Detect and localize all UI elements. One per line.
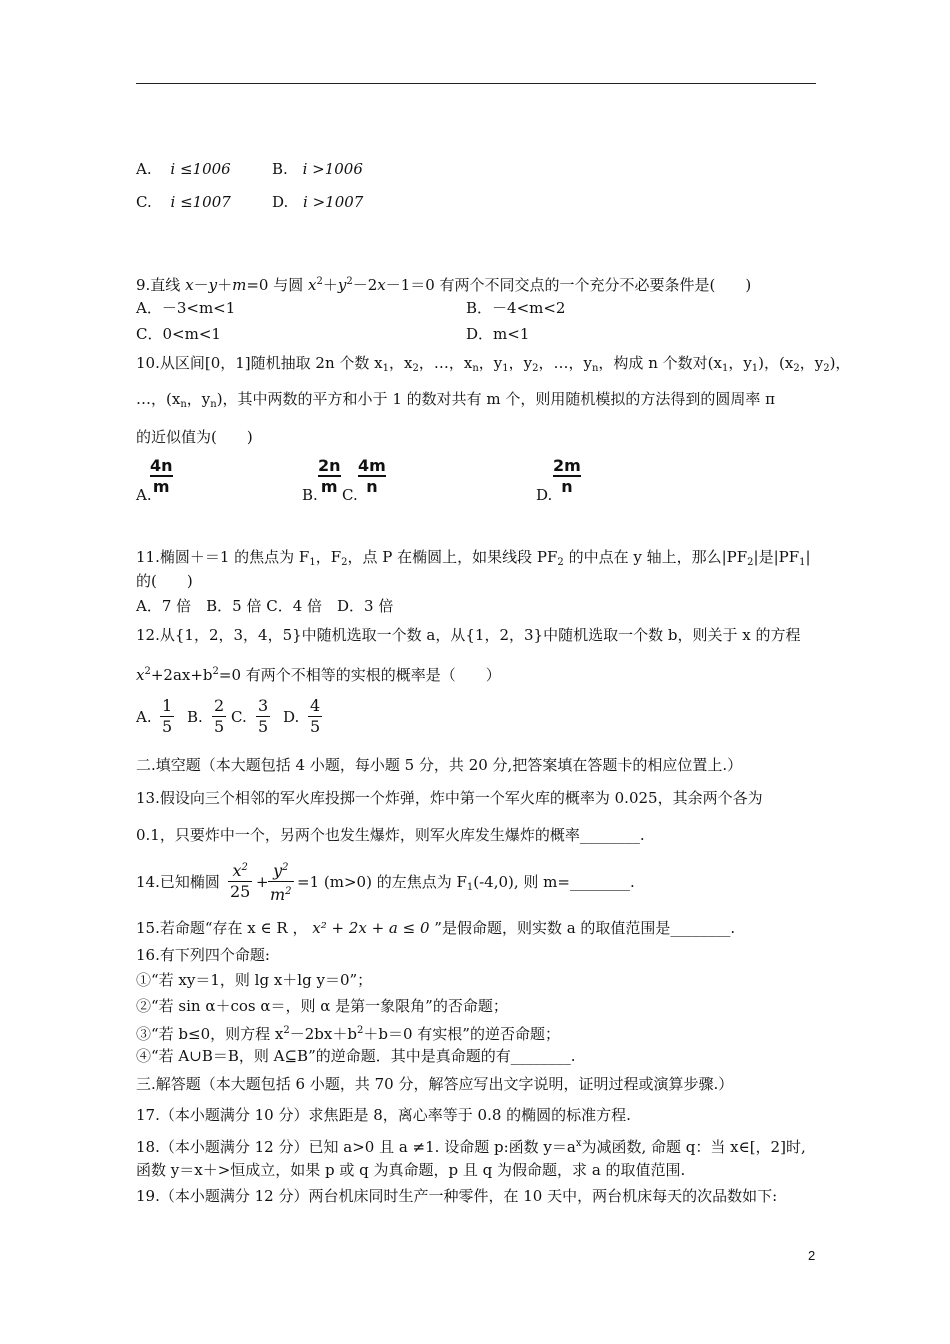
- q9-stem: 9.直线 x－y＋m=0 与圆 $x^2+y^2-2x-1=0$ 有两个不同交点的一个充分不必要条件是( ): [136, 276, 752, 294]
- option-label: A.: [136, 160, 152, 178]
- option-expr: i ≤1006: [170, 160, 231, 178]
- page-number: 2: [808, 1248, 816, 1263]
- q13-line-2: 0.1，只要炸中一个，另两个也发生爆炸，则军火库发生爆炸的概率________.: [136, 826, 645, 844]
- option-label: C.: [136, 193, 152, 211]
- q16-proposition-2: ②“若 sin α＋cos α＝，则 α 是第一象限角”的否命题；: [136, 997, 508, 1015]
- option-label: D.: [272, 193, 289, 211]
- q14-fraction-2: $y^2$ $m^2$: [270, 861, 292, 904]
- q10-option-b-label: B.: [302, 486, 318, 504]
- option-expr: i ≤1007: [170, 193, 231, 211]
- q11-line-1: 11.椭圆＋＝1 的焦点为 $F_1$，$F_2$，点 P 在椭圆上，如果线段 $PF_2$ 的中点在 y 轴上，那么$|PF_2|$是$|PF_1|$: [136, 548, 811, 568]
- q18-line-1: 18.（本小题满分 12 分）已知 a>0 且 a ≠1. 设命题 p:函数 $y=a^x$为减函数, 命题 q：当 x∈[，2]时,: [136, 1138, 806, 1156]
- q10-option-b-fraction: 2n m: [318, 456, 341, 496]
- q9-option-a: A．－3<m<1: [136, 299, 236, 317]
- q12-option-d-label: D.: [283, 708, 300, 726]
- q14-post: =1 (m>0) 的左焦点为 $F_1(-4,0)$, 则 m=________.: [297, 873, 635, 893]
- q17: 17.（本小题满分 10 分）求焦距是 8，离心率等于 0.8 的椭圆的标准方程.: [136, 1106, 631, 1124]
- q8-option-b: [272, 160, 363, 178]
- q10-line-1: 10.从区间[0，1]随机抽取 2n 个数 $x_1$，$x_2$，…，$x_n$，$y_1$，$y_2$，…，$y_n$，构成 n 个数对($x_1$，$y_1$)，($x_2$，$y_2$)，: [136, 354, 851, 374]
- q12-line-1: 12.从{1，2，3，4，5}中随机选取一个数 a，从{1，2，3}中随机选取一个数 b，则关于 x 的方程: [136, 626, 801, 644]
- q11-line-2: 的( ): [136, 572, 193, 590]
- q10-option-d-fraction: 2m n: [553, 456, 581, 496]
- q16-stem: 16.有下列四个命题:: [136, 946, 270, 964]
- q11-options: A．7 倍 B．5 倍 C．4 倍 D．3 倍: [136, 597, 394, 615]
- q13-line-1: 13.假设向三个相邻的军火库投掷一个炸弹，炸中第一个军火库的概率为 0.025，其余两个各为: [136, 789, 763, 807]
- option-expr: i >1007: [303, 193, 364, 211]
- q12-option-d-fraction: 4 5: [310, 696, 321, 736]
- q14-fraction-1: $x^2$ 25: [230, 861, 251, 901]
- q10-option-a-fraction: 4n m: [150, 456, 173, 496]
- q14-plus: +: [256, 873, 269, 891]
- q9-option-c: C．0<m<1: [136, 325, 221, 343]
- q10-option-d-label: D.: [536, 486, 553, 504]
- q15-line: 15.若命题“存在 x ∈ R ， x² + 2x + a ≤ 0 ”是假命题，则实数 a 的取值范围是________.: [136, 919, 736, 937]
- header-rule: [136, 83, 816, 84]
- q12-line-2: $x^2+2ax+b^2=0$ 有两个不相等的实根的概率是（ ）: [136, 666, 501, 684]
- q8-option-c: [136, 193, 231, 211]
- q12-option-a-label: A.: [136, 708, 152, 726]
- q9-option-b: B．－4<m<2: [466, 299, 566, 317]
- q9-option-d: D．m<1: [466, 325, 530, 343]
- q19: 19.（本小题满分 12 分）两台机床同时生产一种零件，在 10 天中，两台机床每天的次品数如下:: [136, 1187, 778, 1205]
- q18-line-2: 函数 y＝x＋>恒成立，如果 p 或 q 为真命题，p 且 q 为假命题，求 a 的取值范围.: [136, 1161, 686, 1179]
- section-3-heading: 三.解答题（本大题包括 6 小题，共 70 分，解答应写出文字说明，证明过程或演算步骤.）: [136, 1075, 734, 1093]
- q12-option-b-fraction: 2 5: [214, 696, 225, 736]
- q10-line-3: 的近似值为( ): [136, 428, 253, 446]
- q10-option-c-label: C.: [342, 486, 358, 504]
- option-label: B.: [272, 160, 288, 178]
- q8-option-d: [272, 193, 363, 211]
- q16-proposition-3: ③“若 b≤0，则方程 $x^2-2bx+b^2+b=0$ 有实根”的逆否命题；: [136, 1025, 560, 1043]
- section-2-heading: 二.填空题（本大题包括 4 小题，每小题 5 分，共 20 分,把答案填在答题卡的相应位置上.）: [136, 756, 743, 774]
- q16-proposition-1: ①“若 xy＝1，则 lg x＋lg y＝0”；: [136, 971, 373, 989]
- q10-option-c-fraction: 4m n: [358, 456, 386, 496]
- q14-pre: 14.已知椭圆: [136, 873, 220, 891]
- q12-option-c-fraction: 3 5: [258, 696, 269, 736]
- q10-option-a-label: A.: [136, 486, 152, 504]
- q16-proposition-4: ④“若 A∪B＝B，则 A⊆B”的逆命题．其中是真命题的有________.: [136, 1047, 576, 1065]
- option-expr: i >1006: [302, 160, 363, 178]
- q8-option-a: [136, 160, 231, 178]
- q10-line-2: …，($x_n$，$y_n$)，其中两数的平方和小于 1 的数对共有 m 个，则用随机模拟的方法得到的圆周率 π: [136, 390, 776, 410]
- q12-option-c-label: C.: [231, 708, 247, 726]
- q12-option-a-fraction: 1 5: [162, 696, 173, 736]
- q12-option-b-label: B.: [187, 708, 203, 726]
